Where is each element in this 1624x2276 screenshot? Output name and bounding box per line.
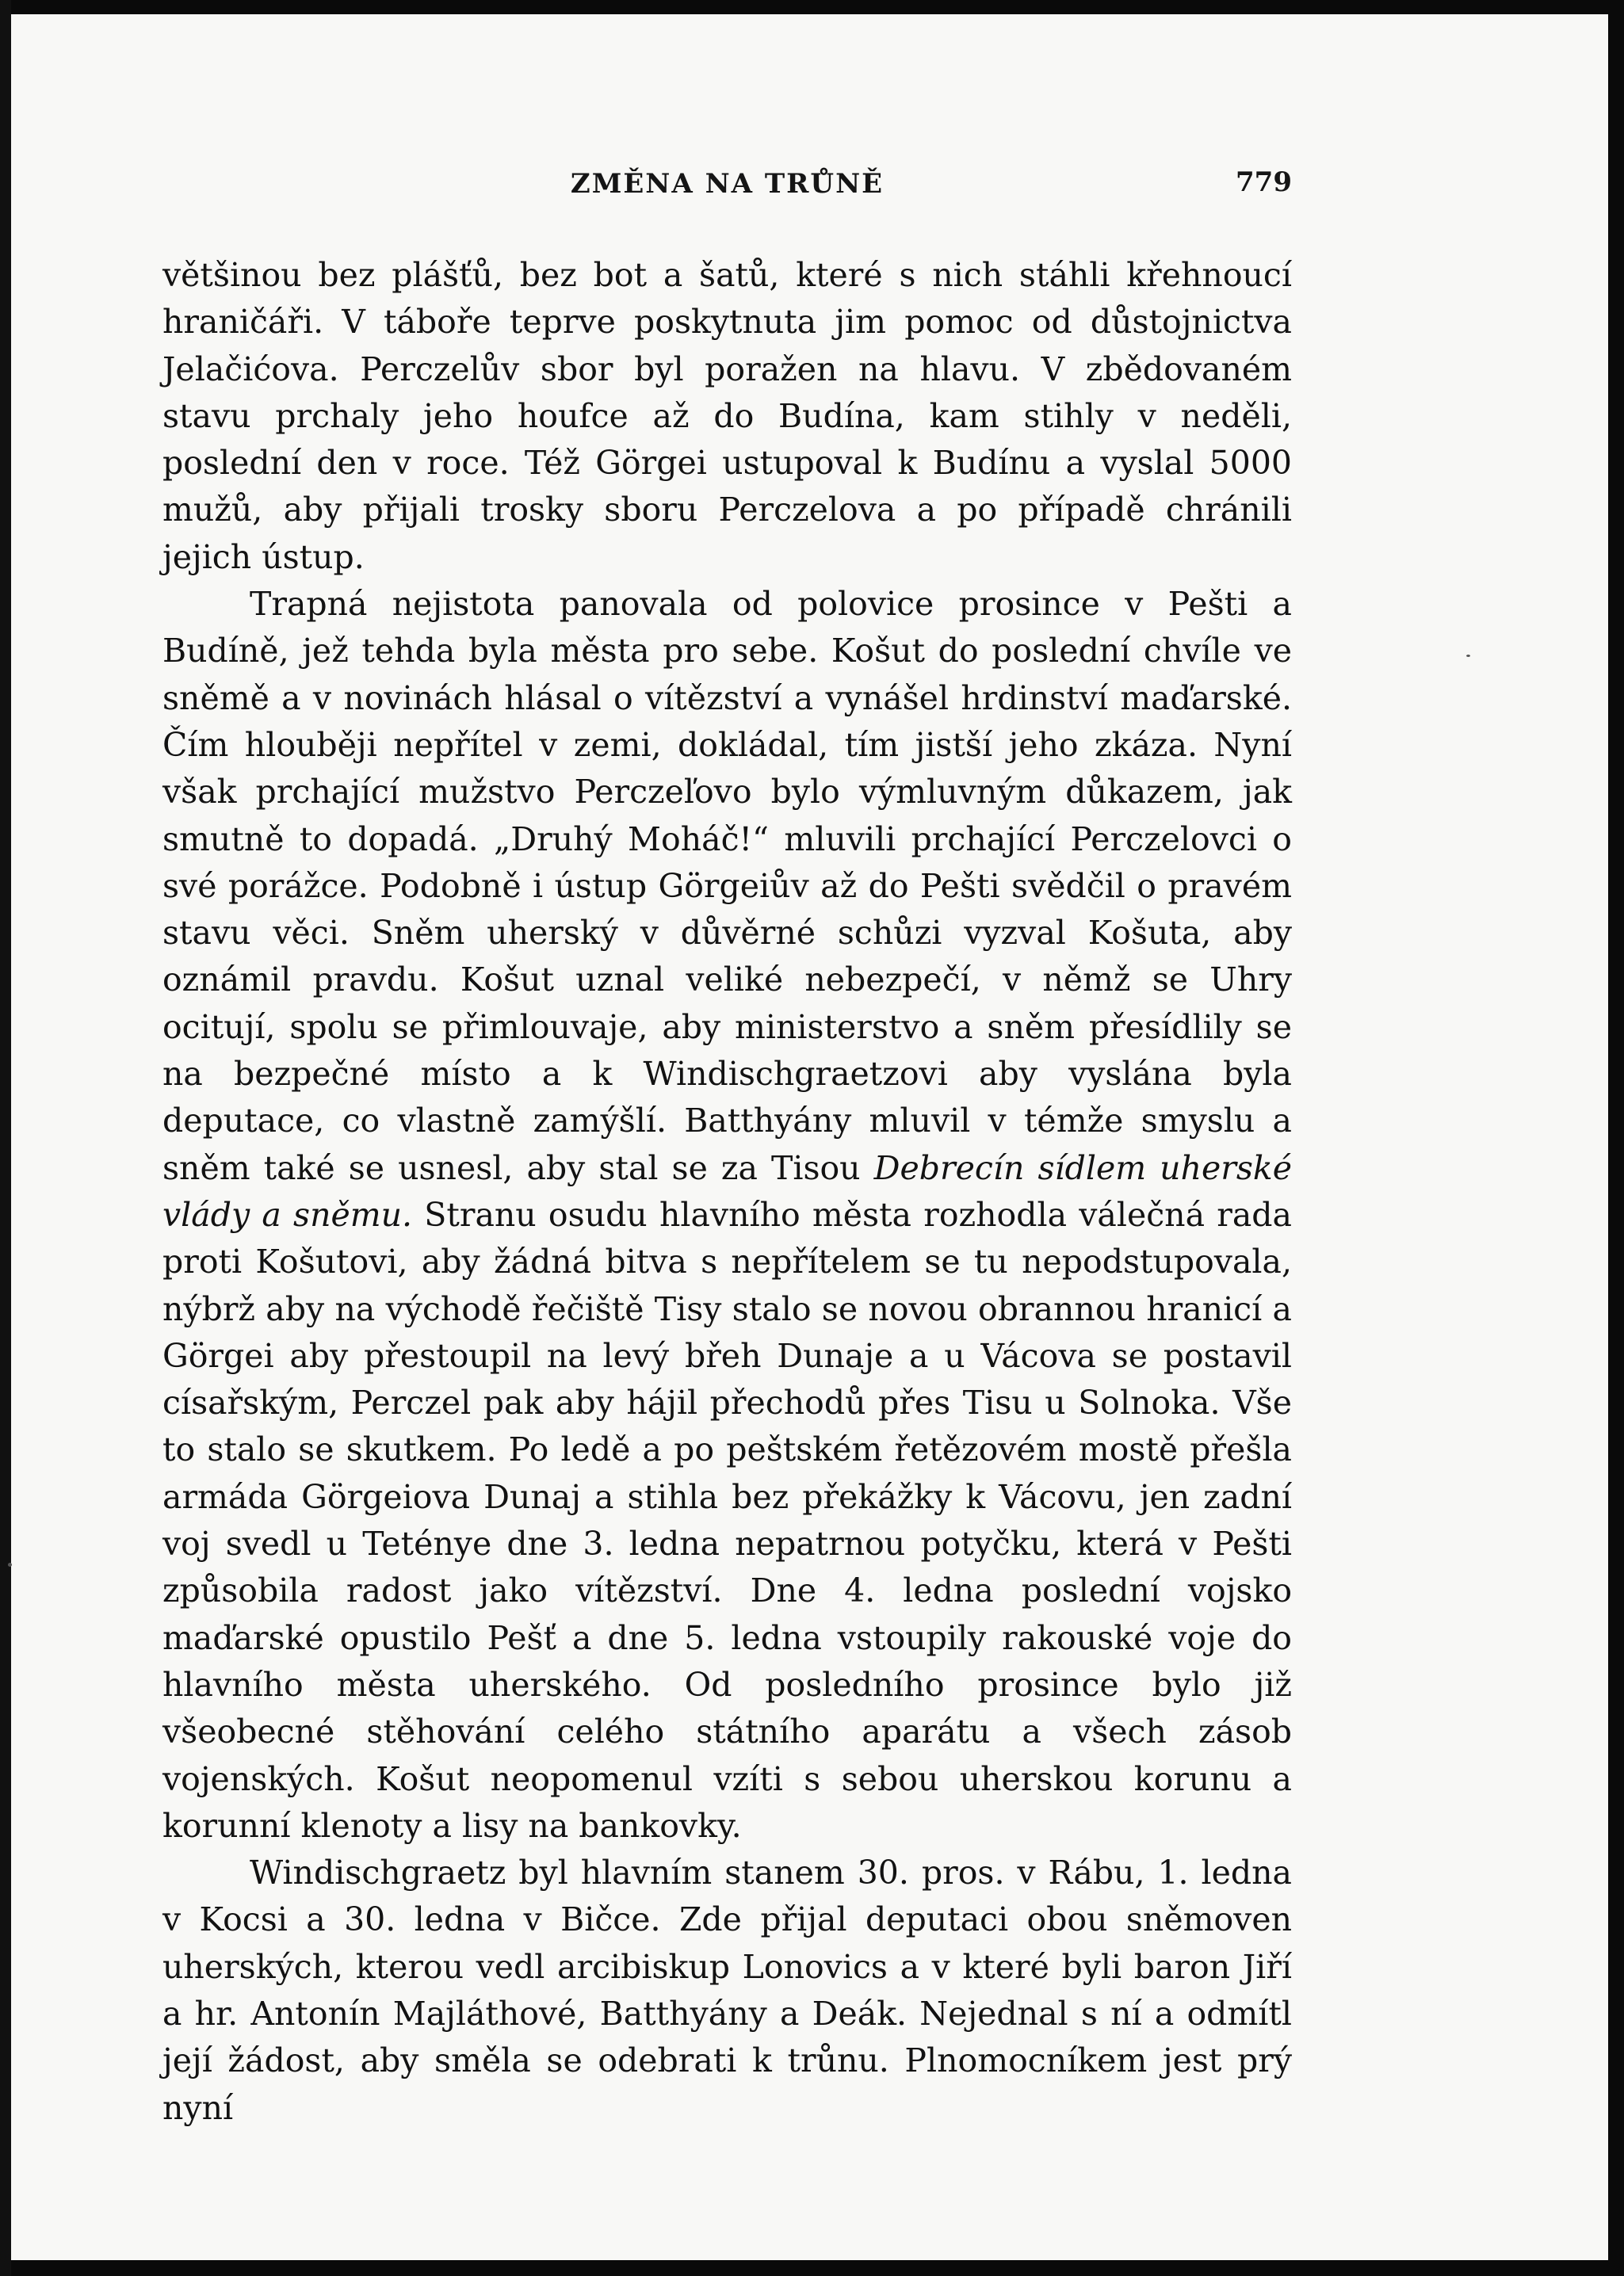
page-header [162,158,1292,206]
paragraph-2-text-end: Stranu osudu hlavního města rozhodla válečná rada proti Košutovi, aby žádná bitva s nepřítelem se tu nepodstupovala, nýbrž aby na východě řečiště Tisy stalo se novou obrannou hranicí a Görgei aby přestoupil na levý břeh Dunaje a u Vácova se postavil císařským, Perczel pak aby hájil přechodů přes Tisu u Solnoka. Vše to stalo se skutkem. Po ledě a po peštském řetězovém mostě přešla armáda Görgeiova Dunaj a stihla bez překážky k Vácovu, jen zadní voj svedl u Tetényе dne 3. ledna nepatrnou potyčku, která v Pešti způsobila radost jako vítězství. Dne 4. ledna poslední vojsko maďarské opustilo Pešť a dne 5. ledna vstoupily rakouské voje do hlavního města uherského. Od posledního prosince bylo již všeobecné stěhování celého státního aparátu a všech zásob vojenských. Košut neopomenul vzíti s sebou uherskou korunu a korunní klenoty a lisy na bankovky. [162,1195,1292,1845]
scan-speck [1466,655,1470,657]
paragraph-1: většinou bez plášťů, bez bot a šatů, které s nich stáhli křehnoucí hraničáři. V táboře teprve poskytnuta jim pomoc od důstojnictva Jelačićova. Perczelův sbor byl poražen na hlavu. V zbědovaném stavu prchaly jeho houfce až do Budína, kam stihly v neděli, poslední den v roce. Též Görgei ustupoval k Budínu a vyslal 5000 mužů, aby přijali trosky sboru Perczelova a po případě chránili jejich ústup. [162,256,1292,576]
paragraph-2-text-start: Trapná nejistota panovala od polovice prosince v Pešti a Budíně, jež tehda byla města pro sebe. Košut do poslední chvíle ve sněmě a v novinách hlásal o vítězství a vynášel hrdinství maďarské. Čím hlouběji nepřítel v zemi, dokládal, tím jistší jeho zkáza. Nyní však prchající mužstvo Perczeľovo bylo výmluvným důkazem, jak smutně to dopadá. „Druhý Moháč!“ mluvili prchající Perczelovci o své porážce. Podobně i ústup Görgeiův až do Pešti svědčil o pravém stavu věci. Sněm uherský v důvěrné schůzi vyzval Košuta, aby oznámil pravdu. Košut uznal veliké nebezpečí, v němž se Uhry ocitují, spolu se přimlouvaje, aby ministerstvo a sněm přesídlily se na bezpečné místo a k Windischgraetzovi aby vyslána byla deputace, co vlastně zamýšlí. Batthyány mluvil v témže smyslu a sněm také se usnesl, aby stal se za Tisou [162,585,1292,1187]
page-body [162,252,1292,2132]
scan-speck [8,1563,12,1567]
scan-dark-edge [0,0,11,2276]
paragraph-2-italic-phrase: Debrecín sídlem uherské vlády a sněmu. [162,1148,1292,1234]
paragraph-3: Windischgraetz byl hlavním stanem 30. pros. v Rábu, 1. ledna v Kocsi a 30. ledna v Bičce. Zde přijal deputaci obou sněmoven uherských, kterou vedl arcibiskup Lonovics a v které byli baron Jiří a hr. Antonín Majláthové, Batthyány a Deák. Nejednal s ní a odmítl její žádost, aby směla se odebrati k trůnu. Plnomocníkem jest prý nyní [162,1854,1292,2127]
running-title: ZMĚNA NA TRŮNĚ [570,168,885,200]
paragraph-2 [162,581,1292,1850]
page-number: 779 [1236,166,1292,198]
